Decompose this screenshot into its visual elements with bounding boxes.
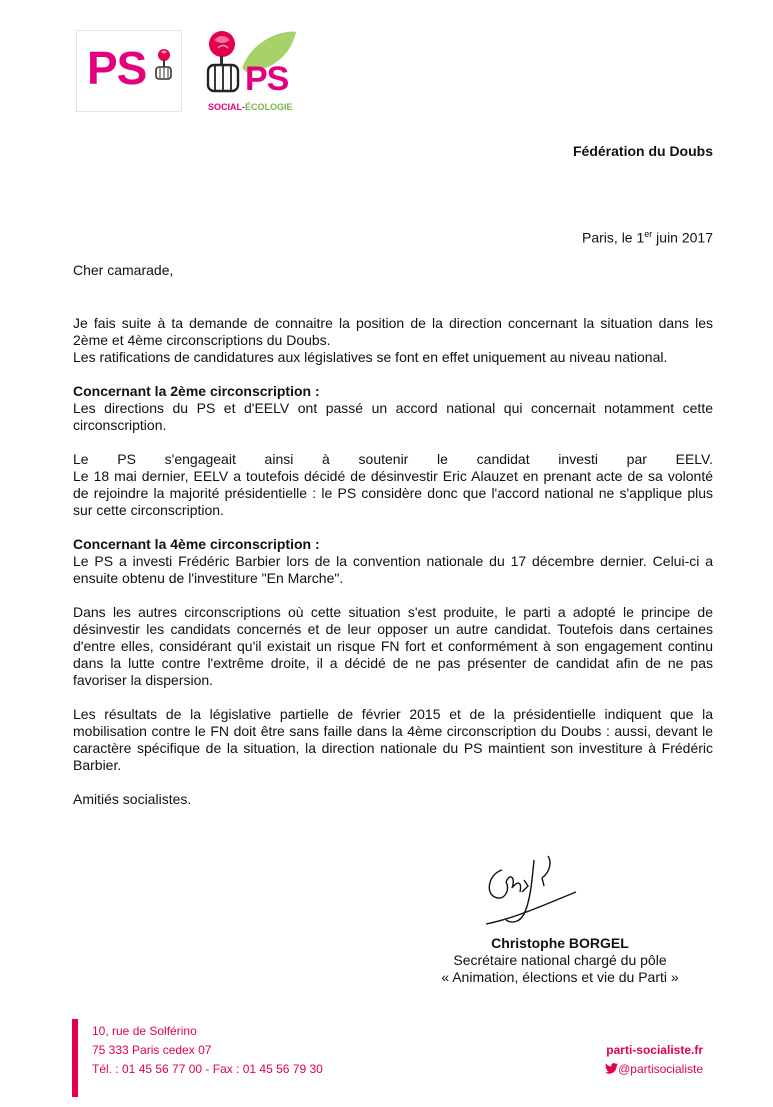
footer-address-line-2: 75 333 Paris cedex 07 [92, 1043, 212, 1057]
date-sup: er [644, 229, 653, 239]
twitter-handle-text: @partisocialiste [618, 1062, 703, 1076]
closing: Amitiés socialistes. [73, 791, 192, 807]
paragraph-accord: Les directions du PS et d'EELV ont passé un accord national qui concernait notamment cette circonscription. [73, 400, 713, 433]
pse-tagline [208, 102, 293, 112]
signatory-name: Christophe BORGEL [491, 935, 629, 951]
paragraph-desinvestir: Le 18 mai dernier, EELV a toutefois décidé de désinvestir Eric Alauzet en prenant acte de sa volonté de rejoindre la majorité présidentielle : le PS considère donc que l'accord national ne s'applique plus sur cette circonscription. [73, 468, 713, 518]
tagline-ecologie: ÉCOLOGIE [245, 102, 293, 112]
paragraph-resultats: Les résultats de la législative partielle de février 2015 et de la présidentielle indiquent que la mobilisation contre le FN doit être sans faille dans la 4ème circonscription du Doubs : aussi, devant le caractère spécifique de la situation, la direction nationale du PS maintient son investiture à Frédéric Barbier. [73, 706, 713, 773]
paragraph-barbier: Le PS a investi Frédéric Barbier lors de la convention nationale du 17 décembre dernier. Celui-ci a ensuite obtenu de l'investiture "En Marche". [73, 553, 713, 586]
ps-logo-text: PS [87, 42, 147, 94]
handwritten-signature [476, 852, 586, 932]
heading-4eme: Concernant la 4ème circonscription : [73, 536, 320, 552]
date-prefix: Paris, le 1 [582, 229, 645, 246]
footer-address-line-1: 10, rue de Solférino [92, 1024, 197, 1038]
signatory-title-1: Secrétaire national chargé du pôle [453, 952, 667, 968]
footer-accent-bar [72, 1019, 78, 1097]
twitter-bird-icon [605, 1063, 618, 1074]
greeting: Cher camarade, [73, 262, 174, 278]
letter-date [582, 229, 713, 246]
date-suffix: juin 2017 [652, 229, 713, 246]
ps-social-ecologie-logo [200, 28, 310, 118]
paragraph-ratifications: Les ratifications de candidatures aux législatives se font en effet uniquement au niveau national. [73, 349, 668, 365]
twitter-handle[interactable] [605, 1060, 703, 1079]
heading-2eme: Concernant la 2ème circonscription : [73, 383, 320, 399]
paragraph-autres: Dans les autres circonscriptions où cette situation s'est produite, le parti a adopté le principe de désinvestir les candidats concernés et de leur opposer un autre candidat. Toutefois dans certaines d'entre elles, considérant qu'il existait un risque FN fort et conformément à son engagement continu dans la lutte contre l'extrême droite, il a décidé de ne pas présenter de candidat afin de ne pas favoriser la dispersion. [73, 604, 713, 688]
rose-fist-icon [151, 47, 175, 83]
website-link[interactable]: parti-socialiste.fr [606, 1043, 703, 1057]
paragraph-engagement: Le PS s'engageait ainsi à soutenir le candidat investi par EELV. [73, 451, 713, 467]
footer-phone-fax: Tél. : 01 45 56 77 00 - Fax : 01 45 56 79 30 [92, 1062, 323, 1076]
ps-logo [76, 30, 182, 112]
paragraph-intro: Je fais suite à ta demande de connaitre la position de la direction concernant la situation dans les 2ème et 4ème circonscriptions du Doubs. [73, 315, 713, 348]
footer-links [605, 1041, 703, 1079]
signatory-block [380, 935, 740, 986]
footer-address [92, 1022, 323, 1079]
tagline-social: SOCIAL- [208, 102, 245, 112]
signatory-title-2: « Animation, élections et vie du Parti » [441, 969, 679, 985]
federation-heading: Fédération du Doubs [573, 143, 713, 159]
pse-logo-text: PS [245, 60, 289, 98]
